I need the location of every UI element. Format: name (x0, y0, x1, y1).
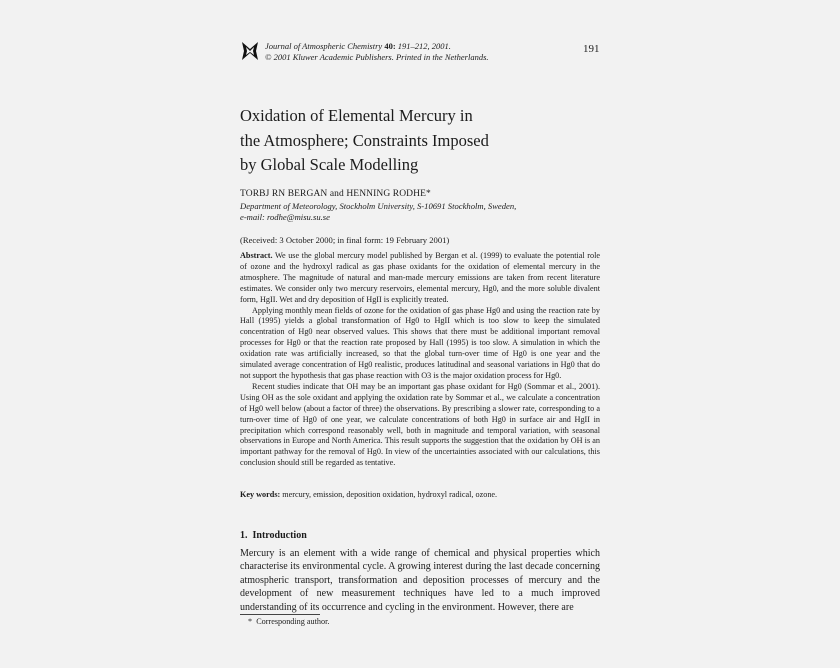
abstract (240, 251, 600, 469)
journal-pages: 191–212, 2001. (397, 41, 451, 51)
footnote-mark: * (248, 617, 253, 626)
section-heading (240, 530, 307, 541)
title-line: by Global Scale Modelling (240, 155, 419, 174)
received-dates: (Received: 3 October 2000; in final form: 19 February 2001) (240, 235, 450, 245)
section-number: 1. (240, 530, 248, 541)
keywords (240, 490, 600, 499)
affiliation (240, 201, 516, 223)
affiliation-line: Department of Meteorology, Stockholm University, S-10691 Stockholm, Sweden, (240, 201, 517, 211)
email-line: e-mail: rodhe@misu.su.se (240, 212, 330, 222)
abstract-text: We use the global mercury model published by Bergan et al. (1999) to evaluate the potential role of ozone and the hydroxyl radical as gas phase oxidants for the oxidation of elemental mercury in the atmosphere. The magnitude of natural and man-made mercury emissions are taken from recent literature estimates. We consider only two mercury reservoirs, elemental mercury, Hg0, and the more soluble divalent form, HgII. Wet and dry deposition of HgII is explicitly treated. (240, 251, 600, 304)
abstract-label: Abstract. (240, 251, 273, 260)
journal-name: Journal of Atmospheric Chemistry (265, 41, 383, 51)
paper-title (240, 104, 489, 178)
abstract-paragraph: Recent studies indicate that OH may be an important gas phase oxidant for Hg0 (Sommar et al., 2001). Using OH as the sole oxidant and applying the oxidation rate by Sommar et al., we calculate a concentration of Hg0 well below (about a factor of three) the observations. By prescribing a slower rate, corresponding to a turn-over time of Hg0 of one year, we calculate concentrations of both Hg0 in surface air and HgII in precipitation which correspond reasonably well, both in magnitude and temporal variation, with seasonal observations in Europe and North America. This result supports the suggestion that the oxidation by OH is an important pathway for the removal of Hg0. In view of the uncertainties associated with our calculations, this conclusion should still be regarded as tentative. (240, 381, 600, 468)
kluwer-logo-icon (240, 40, 260, 62)
footnote-text: Corresponding author. (256, 617, 330, 626)
keywords-text: mercury, emission, deposition oxidation, hydroxyl radical, ozone. (282, 490, 498, 499)
title-line: the Atmosphere; Constraints Imposed (240, 130, 489, 150)
footnote (248, 617, 329, 626)
page-number: 191 (583, 43, 600, 55)
intro-paragraph: Mercury is an element with a wide range of chemical and physical properties which characterise its environmental cycle. A growing interest during the last decade concerning atmospheric transport, transformation and deposition processes of mercury and the development of new measurement techniques have led to a much improved understanding of its occurrence and cycling in the environment. However, there are (240, 548, 600, 613)
journal-volume: 40: (384, 41, 396, 51)
abstract-paragraph: Applying monthly mean fields of ozone for the oxidation of gas phase Hg0 and using the reaction rate by Hall (1995) yields a global transformation of Hg0 to HgII which is too slow to keep the simulated concentration of Hg0 near observed values. This shows that there must be additional important removal processes for Hg0 or that the reaction rate proposed by Hall (1995) is too slow. A simulation in which the oxidation rate was artificially increased, so that the global turn-over time of Hg0 is one year and the simulated average concentration of Hg0 realistic, produces latitudinal and seasonal variations in Hg0 that do not support the hypothesis that gas phase reaction with O3 is the major oxidation process for Hg0. (240, 305, 600, 380)
section-title: Introduction (252, 530, 307, 541)
authors: TORBJ RN BERGAN and HENNING RODHE* (240, 189, 431, 199)
abstract-paragraph (240, 251, 600, 306)
intro-text (240, 547, 600, 614)
keywords-label: Key words: (240, 490, 281, 499)
title-line: Oxidation of Elemental Mercury in (240, 106, 473, 125)
footnote-divider (240, 614, 320, 615)
journal-citation (265, 41, 489, 63)
publisher-line: © 2001 Kluwer Academic Publishers. Printed in the Netherlands. (265, 52, 489, 62)
